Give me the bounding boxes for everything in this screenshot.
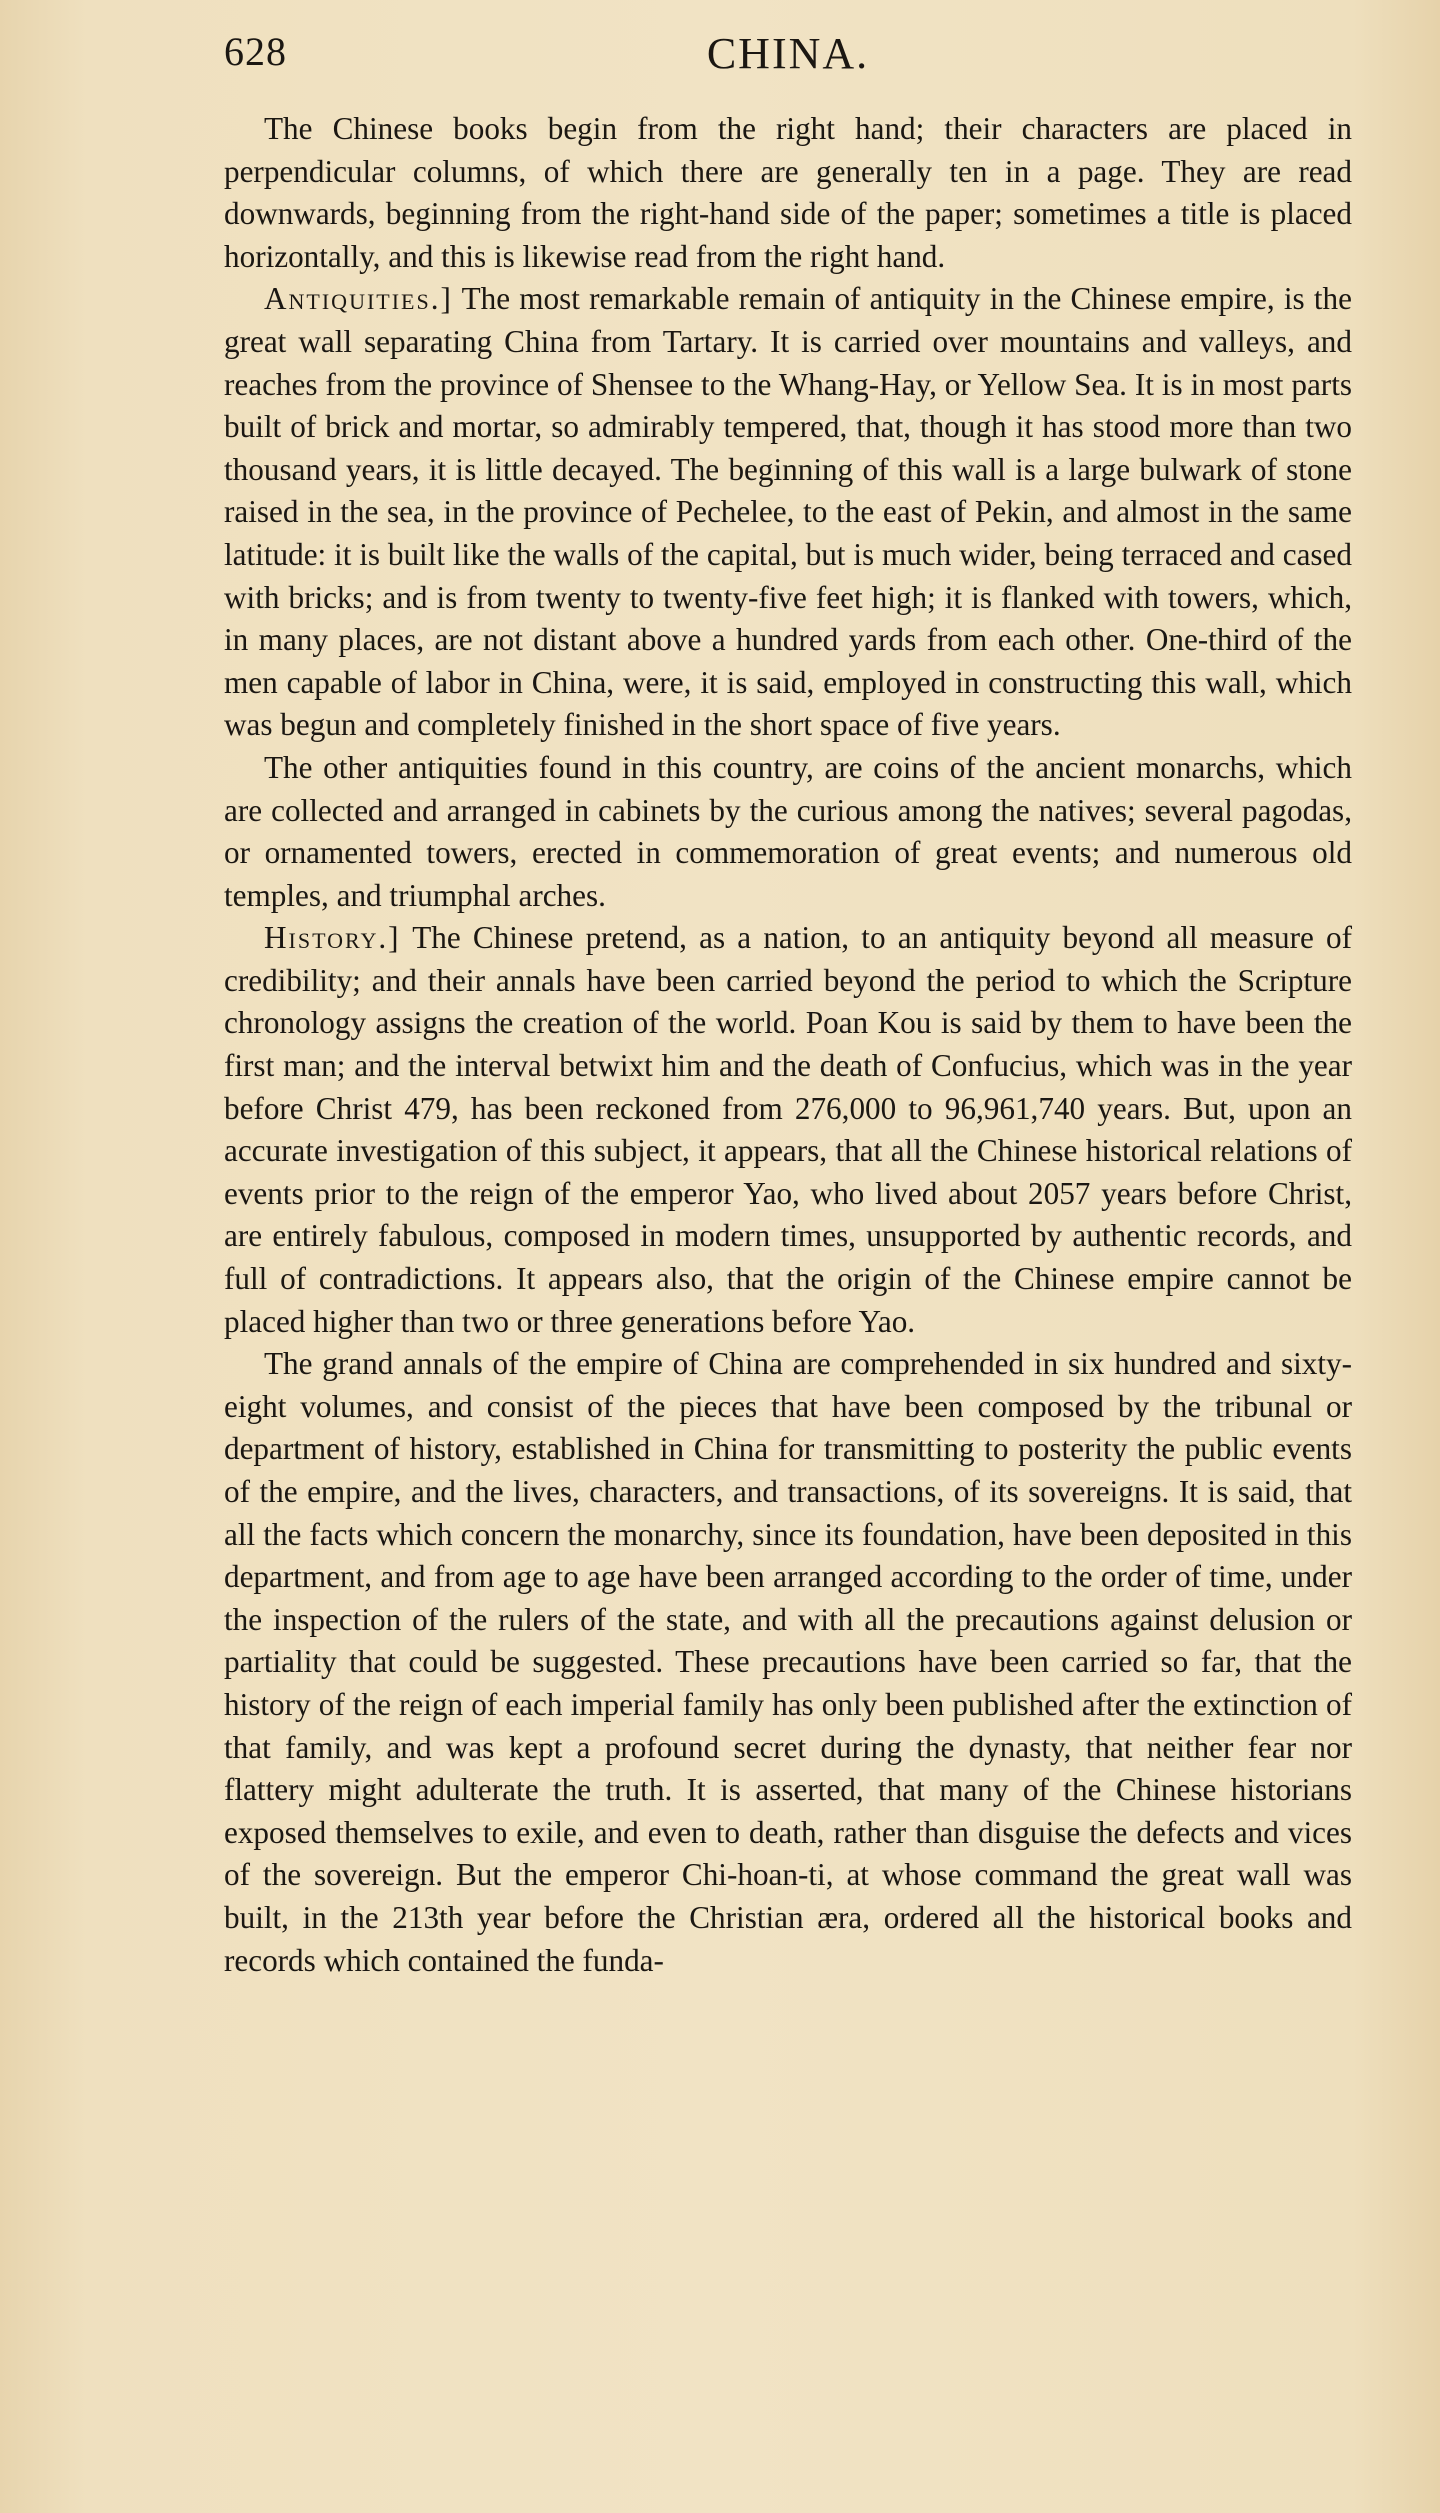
paragraph-history	[224, 917, 1352, 1343]
body-text	[224, 108, 1352, 1982]
section-heading-history: History.]	[264, 920, 401, 956]
paragraph-antiquities	[224, 278, 1352, 747]
page-number: 628	[224, 29, 287, 74]
page-header	[224, 28, 1352, 88]
paragraph-text: The other antiquities found in this country, are coins of the ancient monarchs, which are collected and arranged in cabinets by the curious among the natives; several pagodas, or ornamented towers, erected in commemoration of great events; and numerous old temples, and triumphal arches.	[224, 749, 1352, 913]
paragraph-text: The most remarkable remain of antiquity in the Chinese empire, is the great wall separating China from Tartary. It is carried over mountains and valleys, and reaches from the province of Shensee to the Whang-Hay, or Yellow Sea. It is in most parts built of brick and mortar, so admirably tempered, that, though it has stood more than two thousand years, it is little decayed. The beginning of this wall is a large bulwark of stone raised in the sea, in the province of Pechelee, to the east of Pekin, and almost in the same latitude: it is built like the walls of the capital, but is much wider, being terraced and cased with bricks; and is from twenty to twenty-five feet high; it is flanked with towers, which, in many places, are not distant above a hundred yards from each other. One-third of the men capable of labor in China, were, it is said, employed in constructing this wall, which was begun and completely finished in the short space of five years.	[224, 281, 1352, 743]
paragraph-grand-annals	[224, 1343, 1352, 1982]
paragraph-other-antiquities	[224, 747, 1352, 917]
running-head: CHINA.	[706, 29, 870, 78]
section-heading-antiquities: Antiquities.]	[264, 281, 453, 317]
paragraph-text: The grand annals of the empire of China are comprehended in six hundred and sixty-eight volumes, and consist of the pieces that have been composed by the tribunal or department of history, established in China for transmitting to posterity the public events of the empire, and the lives, characters, and transactions, of its sovereigns. It is said, that all the facts which concern the monarchy, since its foundation, have been deposited in this department, and from age to age have been arranged according to the order of time, under the inspection of the rulers of the state, and with all the precautions against delusion or partiality that could be suggested. These precautions have been carried so far, that the history of the reign of each imperial family has only been published after the extinction of that family, and was kept a profound secret during the dynasty, that neither fear nor flattery might adulterate the truth. It is asserted, that many of the Chinese historians exposed themselves to exile, and even to death, rather than disguise the defects and vices of the sovereign. But the emperor Chi-hoan-ti, at whose command the great wall was built, in the 213th year before the Christian æra, ordered all the historical books and records which contained the funda-	[224, 1346, 1352, 1978]
paragraph-text: The Chinese pretend, as a nation, to an antiquity beyond all measure of credibility; and their annals have been carried beyond the period to which the Scripture chronology assigns the creation of the world. Poan Kou is said by them to have been the first man; and the interval betwixt him and the death of Confucius, which was in the year before Christ 479, has been reckoned from 276,000 to 96,961,740 years. But, upon an accurate investigation of this subject, it appears, that all the Chinese historical relations of events prior to the reign of the emperor Yao, who lived about 2057 years before Christ, are entirely fabulous, composed in modern times, unsupported by authentic records, and full of contradictions. It appears also, that the origin of the Chinese empire cannot be placed higher than two or three generations before Yao.	[224, 920, 1352, 1339]
paragraph-text: The Chinese books begin from the right hand; their characters are placed in perpendicular columns, of which there are generally ten in a page. They are read downwards, beginning from the right-hand side of the paper; sometimes a title is placed horizontally, and this is likewise read from the right hand.	[224, 111, 1352, 274]
paragraph-chinese-books	[224, 108, 1352, 278]
